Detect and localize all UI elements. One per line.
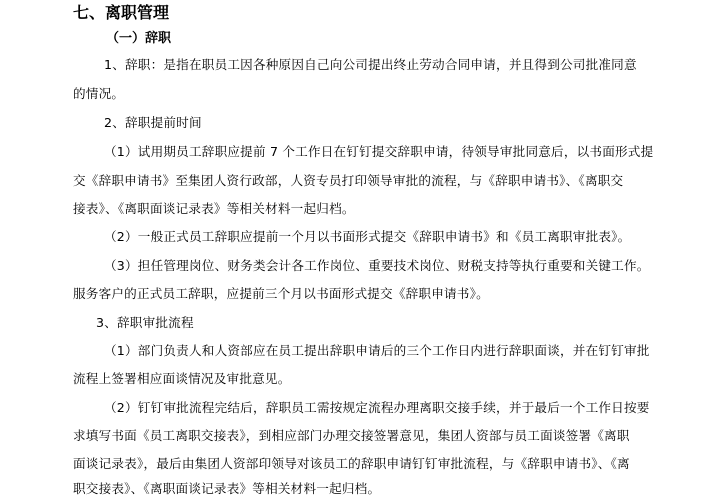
paragraph-line: 3、辞职审批流程 [96,315,194,330]
paragraph-line: （2）钉钉审批流程完结后，辞职员工需按规定流程办理离职交接手续，并于最后一个工作日按要 [104,400,650,415]
subsection-title: （一）辞职 [106,31,172,46]
section-title: 七、离职管理 [73,3,170,22]
paragraph-line: （3）担任管理岗位、财务类会计各工作岗位、重要技术岗位、财税支持等执行重要和关键工作。 [104,258,650,273]
paragraph-line: 1、辞职：是指在职员工因各种原因自己向公司提出终止劳动合同申请，并且得到公司批准同意 [104,57,637,72]
paragraph-line: 流程上签署相应面谈情况及审批意见。 [73,371,291,386]
paragraph-line: （2）一般正式员工辞职应提前一个月以书面形式提交《辞职申请书》和《员工离职审批表》。 [104,229,631,244]
paragraph-line: 职交接表》、《离职面谈记录表》等相关材料一起归档。 [73,481,381,496]
paragraph-line: 求填写书面《员工离职交接表》，到相应部门办理交接签署意见，集团人资部与员工面谈签署《离职 [73,428,630,443]
paragraph-line: （1）部门负责人和人资部应在员工提出辞职申请后的三个工作日内进行辞职面谈，并在钉钉审批 [104,343,650,358]
paragraph-line: 面谈记录表》，最后由集团人资部印领导对该员工的辞职申请钉钉审批流程，与《辞职申请书》、《离 [73,456,630,471]
paragraph-line: （1）试用期员工辞职应提前 7 个工作日在钉钉提交辞职申请，待领导审批同意后，以书面形式提 [104,144,654,159]
paragraph-line: 交《辞职申请书》至集团人资行政部，人资专员打印领导审批的流程，与《辞职申请书》、《离职交 [73,173,624,188]
paragraph-line: 的情况。 [73,86,125,101]
paragraph-line: 接表》、《离职面谈记录表》等相关材料一起归档。 [73,201,355,216]
paragraph-line: 服务客户的正式员工辞职，应提前三个月以书面形式提交《辞职申请书》。 [73,286,489,301]
paragraph-line: 2、辞职提前时间 [104,115,202,130]
